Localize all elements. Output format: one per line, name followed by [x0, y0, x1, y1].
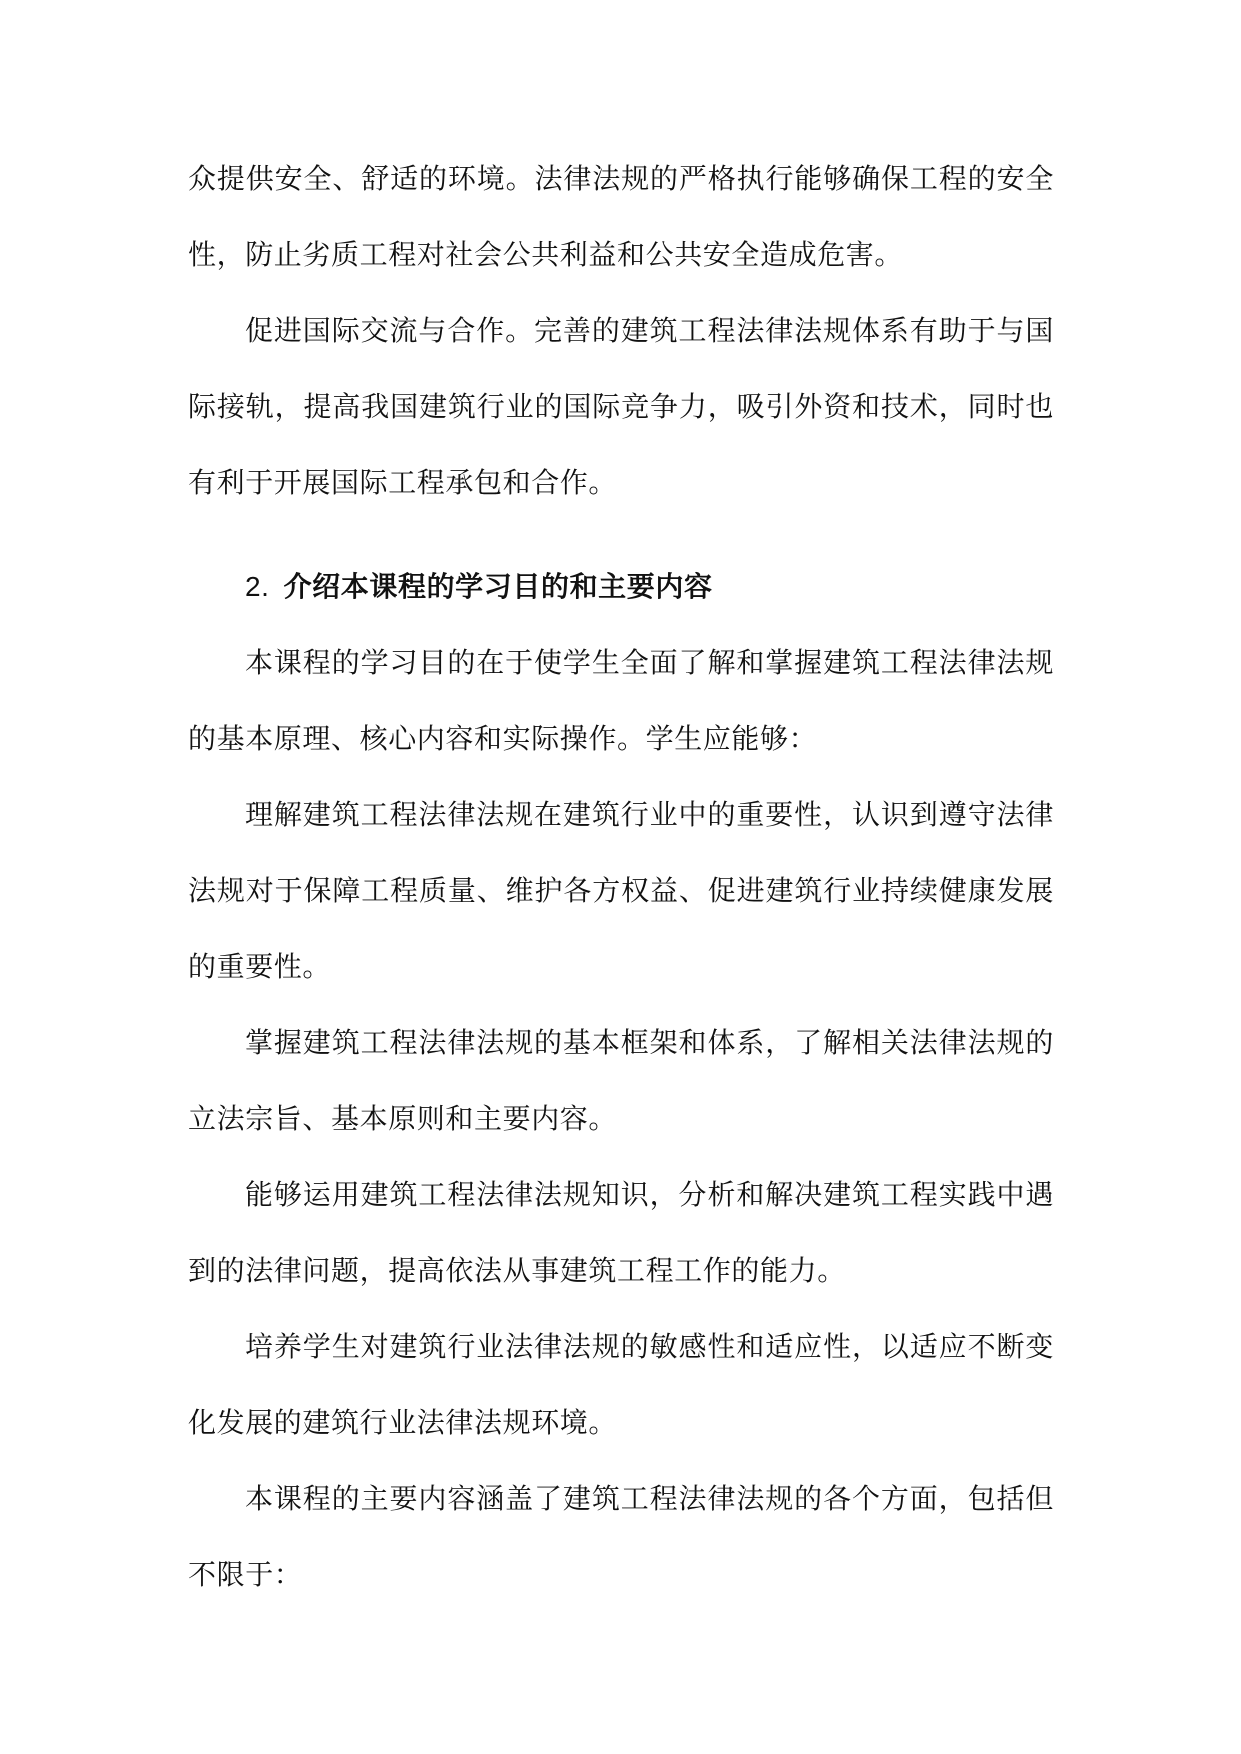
section-title: 介绍本课程的学习目的和主要内容	[283, 570, 713, 603]
paragraph-master: 掌握建筑工程法律法规的基本框架和体系，了解相关法律法规的立法宗旨、基本原则和主要内容。	[188, 1026, 1054, 1135]
paragraph-learning-goal: 本课程的学习目的在于使学生全面了解和掌握建筑工程法律法规的基本原理、核心内容和实际操作。学生应能够：	[188, 646, 1054, 755]
paragraph-continued: 众提供安全、舒适的环境。法律法规的严格执行能够确保工程的安全性，防止劣质工程对社会公共利益和公共安全造成危害。	[188, 162, 1054, 271]
paragraph-main-content: 本课程的主要内容涵盖了建筑工程法律法规的各个方面，包括但不限于：	[188, 1482, 1054, 1591]
section-number: 2.	[245, 571, 270, 602]
document-body	[188, 141, 1054, 1613]
paragraph-understand: 理解建筑工程法律法规在建筑行业中的重要性，认识到遵守法律法规对于保障工程质量、维护各方权益、促进建筑行业持续健康发展的重要性。	[188, 798, 1054, 983]
paragraph-apply: 能够运用建筑工程法律法规知识，分析和解决建筑工程实践中遇到的法律问题，提高依法从事建筑工程工作的能力。	[188, 1178, 1054, 1287]
paragraph-cultivate: 培养学生对建筑行业法律法规的敏感性和适应性，以适应不断变化发展的建筑行业法律法规环境。	[188, 1330, 1054, 1439]
section-heading	[188, 549, 1054, 625]
paragraph-international-cooperation: 促进国际交流与合作。完善的建筑工程法律法规体系有助于与国际接轨，提高我国建筑行业的国际竞争力，吸引外资和技术，同时也有利于开展国际工程承包和合作。	[188, 314, 1054, 499]
